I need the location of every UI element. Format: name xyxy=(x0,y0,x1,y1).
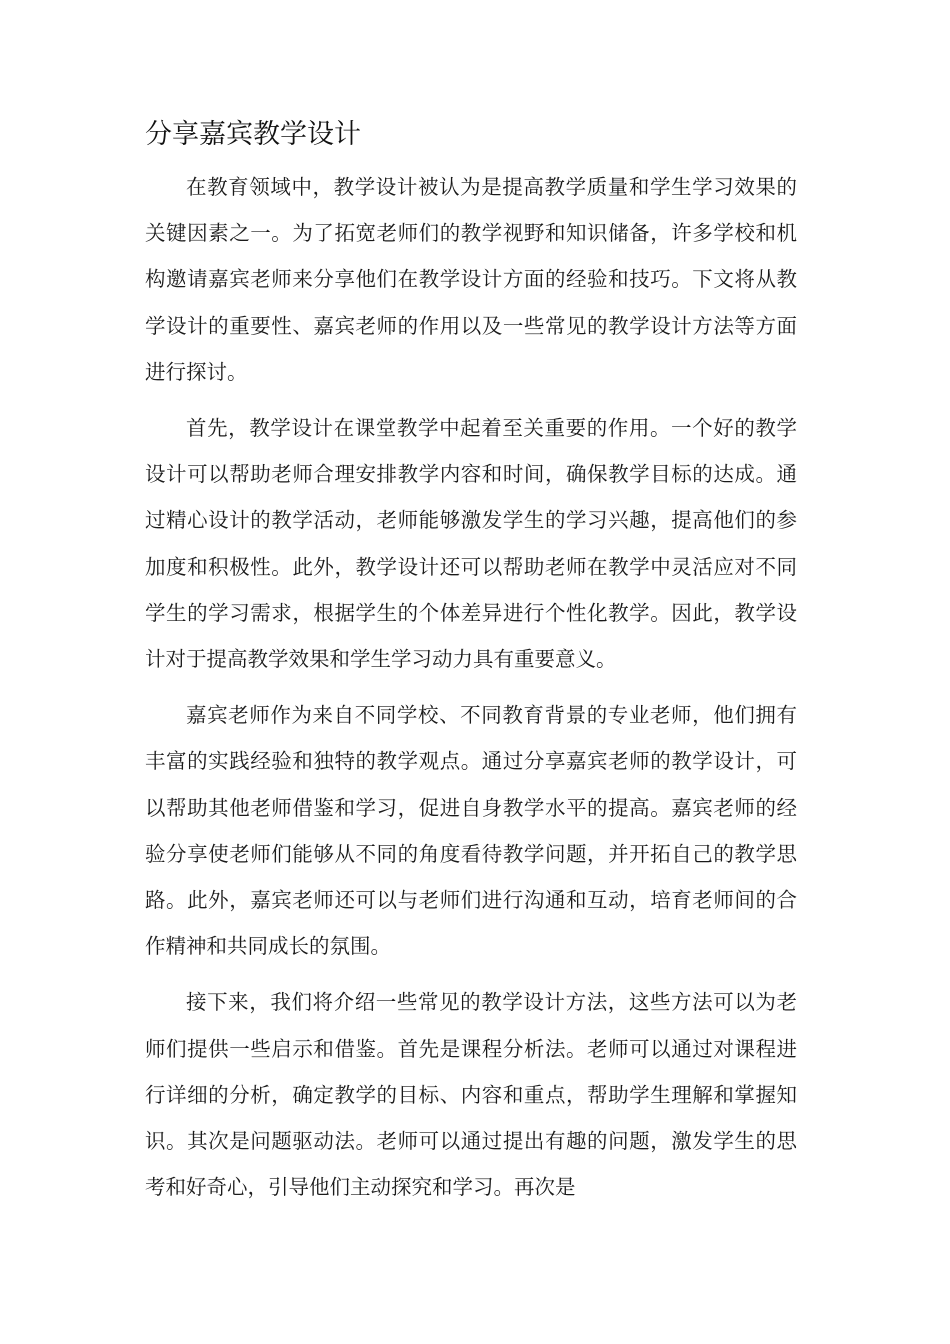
paragraph-importance: 首先，教学设计在课堂教学中起着至关重要的作用。一个好的教学设计可以帮助老师合理安排教学内容和时间，确保教学目标的达成。通过精心设计的教学活动，老师能够激发学生的学习兴趣，提高他们的参加度和积极性。此外，教学设计还可以帮助老师在教学中灵活应对不同学生的学习需求，根据学生的个体差异进行个性化教学。因此，教学设计对于提高教学效果和学生学习动力具有重要意义。 xyxy=(145,416,797,672)
paragraph-intro: 在教育领域中，教学设计被认为是提高教学质量和学生学习效果的关键因素之一。为了拓宽老师们的教学视野和知识储备，许多学校和机构邀请嘉宾老师来分享他们在教学设计方面的经验和技巧。下文将从教学设计的重要性、嘉宾老师的作用以及一些常见的教学设计方法等方面进行探讨。 xyxy=(145,175,797,384)
paragraph-methods: 接下来，我们将介绍一些常见的教学设计方法，这些方法可以为老师们提供一些启示和借鉴。首先是课程分析法。老师可以通过对课程进行详细的分析，确定教学的目标、内容和重点，帮助学生理解和掌握知识。其次是问题驱动法。老师可以通过提出有趣的问题，激发学生的思考和好奇心，引导他们主动探究和学习。再次是 xyxy=(145,990,797,1200)
document-title: 分享嘉宾教学设计 xyxy=(145,119,361,150)
paragraph-guest-role: 嘉宾老师作为来自不同学校、不同教育背景的专业老师，他们拥有丰富的实践经验和独特的教学观点。通过分享嘉宾老师的教学设计，可以帮助其他老师借鉴和学习，促进自身教学水平的提高。嘉宾老师的经验分享使老师们能够从不同的角度看待教学问题，并开拓自己的教学思路。此外，嘉宾老师还可以与老师们进行沟通和互动，培育老师间的合作精神和共同成长的氛围。 xyxy=(145,703,797,959)
document-body xyxy=(145,116,797,1210)
